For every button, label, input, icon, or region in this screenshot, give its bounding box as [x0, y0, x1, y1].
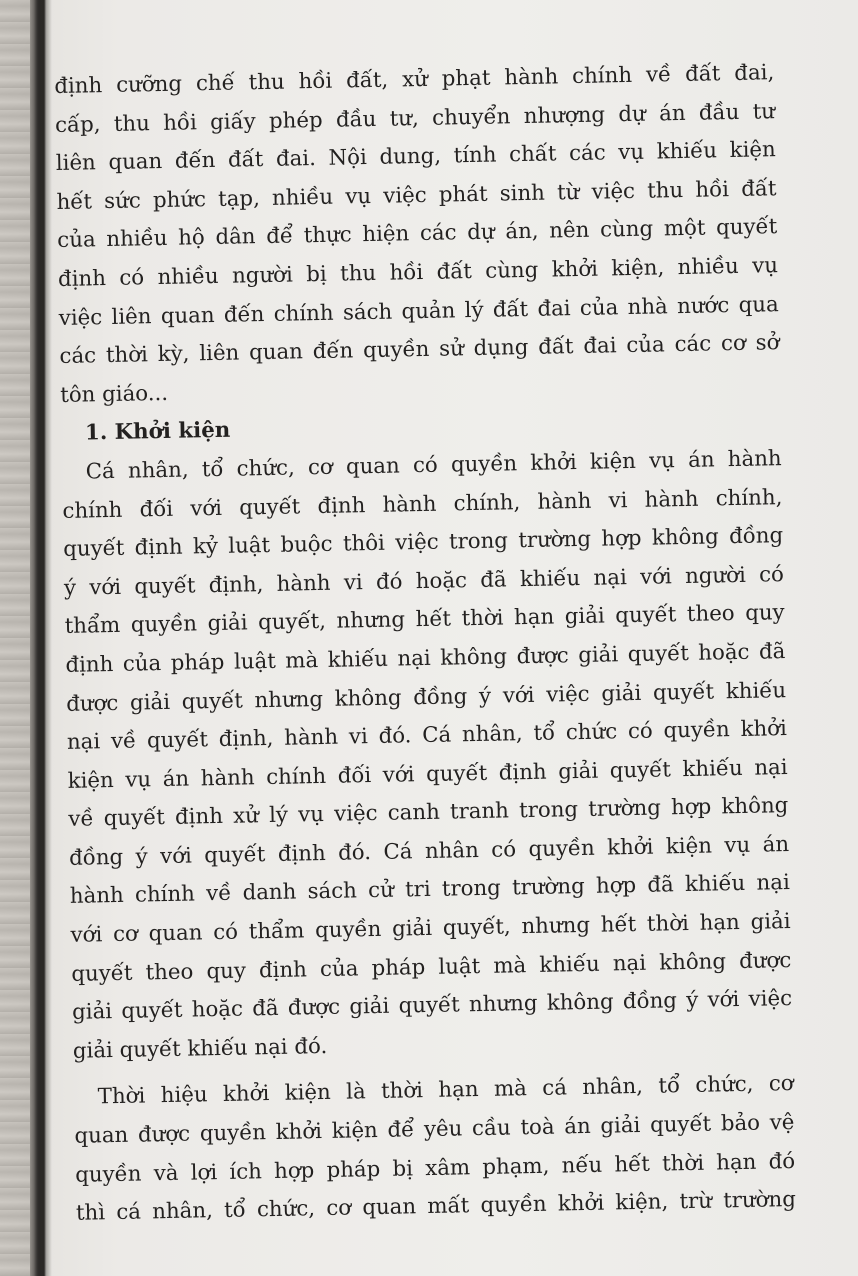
paragraph-right-to-sue — [61, 440, 793, 1071]
text-line: nại về quyết định, hành vi đó. Cá nhân, tổ chức có quyền khởi — [66, 716, 788, 755]
text-line: liên quan đến đất đai. Nội dung, tính chất các vụ khiếu kiện — [55, 137, 776, 177]
text-line: giải quyết khiếu nại đó. — [72, 1033, 328, 1064]
text-line: quyết định kỷ luật buộc thôi việc trong trường hợp không đồng — [63, 523, 784, 563]
text-line: được giải quyết nhưng không đồng ý với việc giải quyết khiếu — [65, 677, 787, 717]
text-line: các thời kỳ, liên quan đến quyền sử dụng đất đai của các cơ sở — [59, 330, 780, 370]
text-line: chính đối với quyết định hành chính, hành vi hành chính, — [62, 484, 783, 524]
text-line: Cá nhân, tổ chức, cơ quan có quyền khởi kiện vụ án hành — [85, 446, 782, 485]
text-line: tôn giáo... — [60, 380, 169, 408]
text-line: việc liên quan đến chính sách quản lý đất đai của nhà nước qua — [58, 291, 779, 331]
text-line: của nhiều hộ dân để thực hiện các dự án, nên cùng một quyết — [57, 214, 778, 254]
paragraph-statute-of-limitations — [73, 1065, 796, 1233]
stacked-page-edges — [0, 0, 30, 1276]
text-line: quyết theo quy định của pháp luật mà khiếu nại không được — [71, 947, 792, 987]
text-line: giải quyết hoặc đã được giải quyết nhưng không đồng ý với việc — [71, 986, 793, 1026]
text-line: ý với quyết định, hành vi đó hoặc đã khiếu nại với người có — [63, 561, 785, 601]
text-line: quan được quyền khởi kiện để yêu cầu toà án giải quyết bảo vệ — [74, 1110, 795, 1149]
paragraph-land-disputes — [54, 54, 781, 415]
book-spine-shadow — [30, 0, 52, 1276]
text-line: hết sức phức tạp, nhiều vụ việc phát sinh từ việc thu hồi đất — [56, 175, 777, 215]
text-line: đồng ý với quyết định đó. Cá nhân có quyền khởi kiện vụ án — [68, 831, 790, 871]
text-line: với cơ quan có thẩm quyền giải quyết, nhưng hết thời hạn giải — [70, 909, 791, 948]
text-line: kiện vụ án hành chính đối với quyết định giải quyết khiếu nại — [67, 754, 788, 794]
text-line: định cưỡng chế thu hồi đất, xử phạt hành chính về đất đai, — [54, 60, 775, 99]
text-line: Thời hiệu khởi kiện là thời hạn mà cá nhân, tổ chức, cơ — [97, 1071, 794, 1110]
text-line: định của pháp luật mà khiếu nại không được giải quyết hoặc đã — [65, 638, 786, 678]
text-line: hành chính về danh sách cử tri trong trường hợp đã khiếu nại — [69, 870, 791, 910]
section-heading: 1. Khởi kiện — [84, 418, 231, 446]
text-line: định có nhiều người bị thu hồi đất cùng khởi kiện, nhiều vụ — [57, 253, 779, 292]
text-line: thì cá nhân, tổ chức, cơ quan mất quyền khởi kiện, trừ trường — [75, 1187, 797, 1227]
text-line: cấp, thu hồi giấy phép đầu tư, chuyển nhượng dự án đầu tư — [54, 98, 776, 138]
text-line: quyền và lợi ích hợp pháp bị xâm phạm, nếu hết thời hạn đó — [75, 1148, 796, 1188]
text-line: về quyết định xử lý vụ việc canh tranh trong trường hợp không — [68, 793, 789, 833]
page-text — [54, 54, 796, 1233]
text-line: thẩm quyền giải quyết, nhưng hết thời hạn giải quyết theo quy — [64, 600, 785, 640]
